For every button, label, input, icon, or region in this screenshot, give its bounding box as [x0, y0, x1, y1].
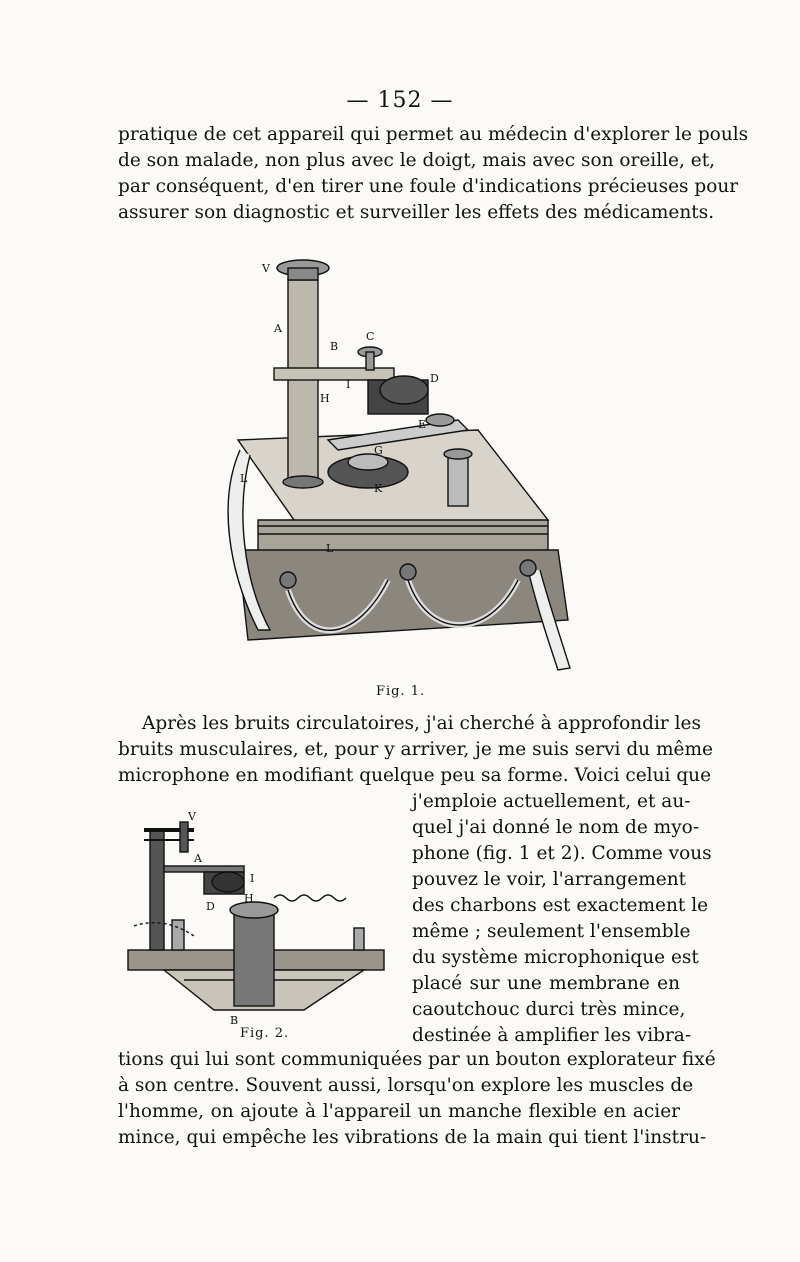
- fig2-label-d: D: [206, 900, 215, 913]
- text-line: par conséquent, d'en tirer une foule d'indications précieuses pour: [118, 176, 739, 197]
- fig2-label-v: V: [188, 810, 196, 823]
- text-line: Après les bruits circulatoires, j'ai cherché à approfondir les: [142, 713, 701, 734]
- fig1-label-v: V: [262, 262, 270, 275]
- fig1-label-e: E: [418, 418, 427, 431]
- figure-1-illustration: [218, 250, 578, 680]
- paragraph-4: [118, 1047, 716, 1151]
- text-line: bruits musculaires, et, pour y arriver, je me suis servi du même: [118, 739, 713, 760]
- text-line: des charbons est exactement le: [412, 895, 709, 916]
- text-line: l'homme, on ajoute à l'appareil un manche flexible en acier: [118, 1101, 680, 1122]
- text-line: assurer son diagnostic et surveiller les effets des médicaments.: [118, 202, 715, 223]
- text-line: pratique de cet appareil qui permet au médecin d'explorer le pouls: [118, 124, 749, 145]
- fig2-label-b: B: [230, 1014, 239, 1026]
- fig1-label-i: I: [346, 378, 351, 391]
- fig1-label-l2: L: [326, 542, 334, 555]
- text-line: caoutchouc durci très mince,: [412, 999, 686, 1020]
- page-number: — 152 —: [346, 88, 454, 113]
- text-line: phone (fig. 1 et 2). Comme vous: [412, 843, 712, 864]
- fig2-label-i: I: [250, 872, 255, 885]
- text-line: de son malade, non plus avec le doigt, mais avec son oreille, et,: [118, 150, 716, 171]
- text-line: pouvez le voir, l'arrangement: [412, 869, 687, 890]
- text-line: mince, qui empêche les vibrations de la main qui tient l'instru-: [118, 1127, 707, 1148]
- paragraph-2: [118, 711, 713, 789]
- figure-2-illustration: [124, 810, 400, 1026]
- fig2-label-h: H: [244, 892, 254, 905]
- fig2-label-a: A: [194, 852, 202, 865]
- fig1-label-d: D: [430, 372, 439, 385]
- fig1-label-k: K: [374, 482, 383, 495]
- text-line: microphone en modifiant quelque peu sa forme. Voici celui que: [118, 765, 712, 786]
- fig1-label-h: H: [320, 392, 330, 405]
- text-line: tions qui lui sont communiquées par un bouton explorateur fixé: [118, 1049, 716, 1070]
- fig1-label-b: B: [330, 340, 339, 353]
- text-line: placé sur une membrane en: [412, 973, 680, 994]
- text-line: à son centre. Souvent aussi, lorsqu'on explore les muscles de: [118, 1075, 694, 1096]
- fig1-label-g: G: [374, 444, 383, 457]
- text-line: même ; seulement l'ensemble: [412, 921, 691, 942]
- paragraph-1: [118, 122, 749, 226]
- text-line: j'emploie actuellement, et au-: [412, 791, 691, 812]
- fig1-label-c: C: [366, 330, 375, 343]
- figure-1-caption: Fig. 1.: [376, 684, 426, 699]
- text-line: du système microphonique est: [412, 947, 699, 968]
- figure-2-caption: Fig. 2.: [240, 1026, 290, 1041]
- text-line: quel j'ai donné le nom de myo-: [412, 817, 700, 838]
- fig1-label-l: L: [240, 472, 248, 485]
- text-line: destinée à amplifier les vibra-: [412, 1025, 692, 1046]
- fig1-label-a: A: [274, 322, 282, 335]
- paragraph-3-column: [412, 789, 712, 1049]
